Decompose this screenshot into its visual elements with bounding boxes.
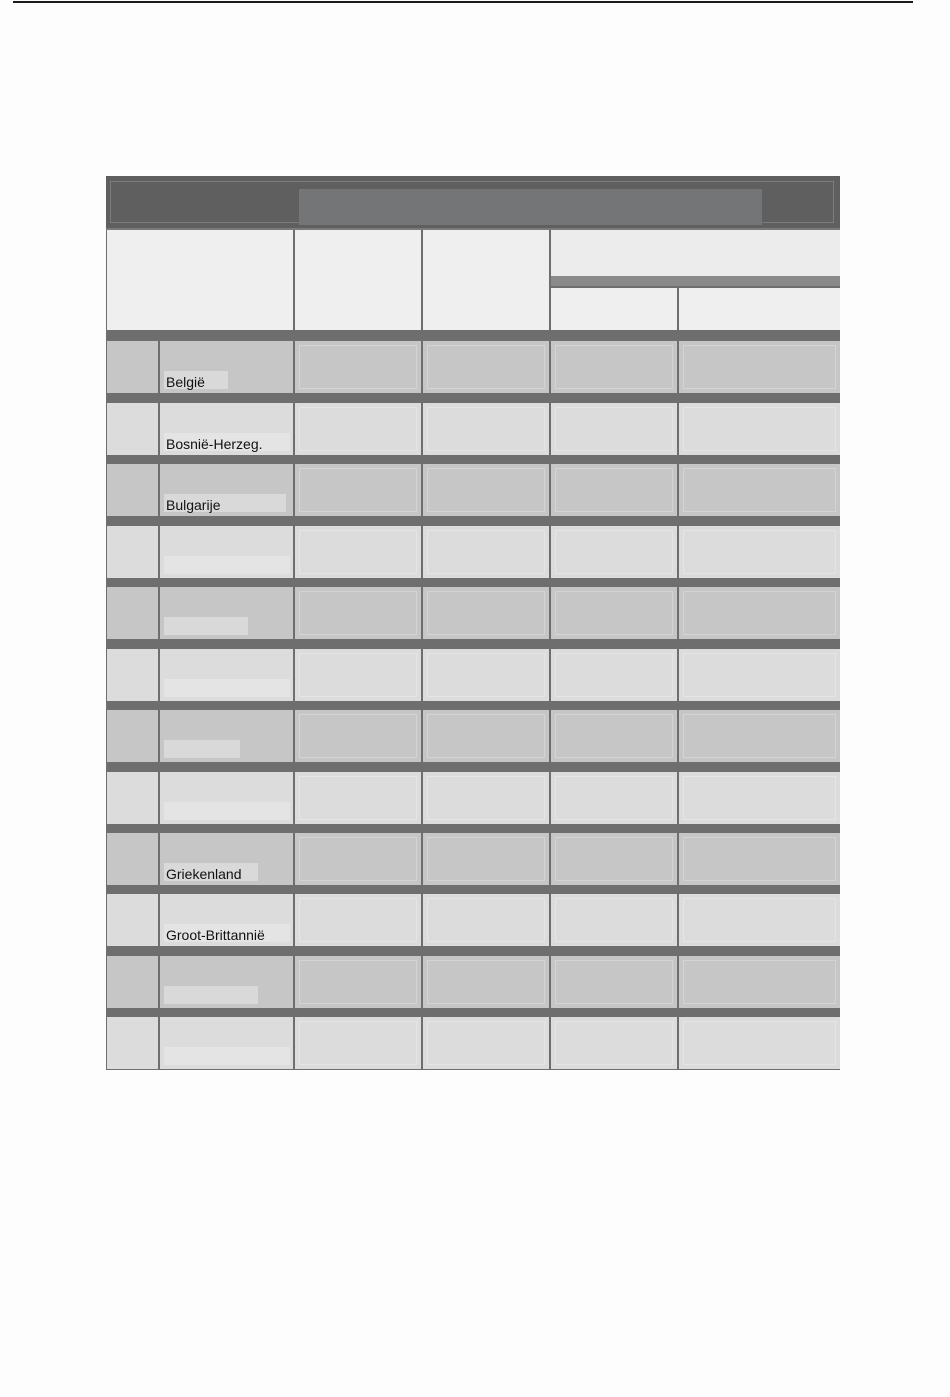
data-cell	[295, 587, 421, 639]
data-cell-inset	[427, 407, 545, 451]
data-cell	[551, 587, 677, 639]
country-cell	[160, 649, 293, 701]
data-cell	[295, 403, 421, 455]
header-col-1	[295, 230, 421, 330]
table-title-band	[106, 176, 840, 230]
data-cell-inset	[555, 1021, 673, 1065]
data-cell-inset	[299, 837, 417, 881]
row-index-cell	[107, 341, 158, 393]
data-cell	[679, 710, 840, 762]
row-index-cell	[107, 526, 158, 578]
data-cell-inset	[299, 345, 417, 389]
country-cell	[160, 710, 293, 762]
data-cell-inset	[555, 468, 673, 512]
data-cell-inset	[427, 898, 545, 942]
data-cell-inset	[299, 468, 417, 512]
data-cell	[295, 464, 421, 516]
country-name: Bulgarije	[166, 497, 221, 513]
data-cell-inset	[299, 776, 417, 820]
data-cell	[679, 833, 840, 885]
data-cell-inset	[555, 345, 673, 389]
data-cell	[423, 526, 549, 578]
data-cell-inset	[683, 345, 836, 389]
data-cell-inset	[427, 960, 545, 1004]
country-cell	[160, 464, 293, 516]
data-cell	[551, 403, 677, 455]
label-highlight	[164, 740, 240, 758]
data-cell	[295, 341, 421, 393]
data-cell	[423, 403, 549, 455]
data-cell-inset	[427, 714, 545, 758]
data-cell-inset	[683, 653, 836, 697]
data-cell-inset	[299, 1021, 417, 1065]
data-cell-inset	[683, 591, 836, 635]
data-cell	[551, 341, 677, 393]
data-cell	[423, 587, 549, 639]
country-cell	[160, 587, 293, 639]
header-group-rule	[551, 276, 840, 286]
table-title-block	[299, 189, 762, 225]
data-cell-inset	[427, 468, 545, 512]
data-cell-inset	[299, 960, 417, 1004]
data-cell-inset	[683, 837, 836, 881]
data-cell-inset	[555, 714, 673, 758]
row-index-cell	[107, 956, 158, 1008]
data-cell	[679, 526, 840, 578]
data-cell	[551, 649, 677, 701]
data-cell	[295, 833, 421, 885]
country-cell	[160, 894, 293, 946]
data-cell	[295, 649, 421, 701]
data-cell-inset	[427, 1021, 545, 1065]
data-cell-inset	[427, 591, 545, 635]
data-cell-inset	[427, 653, 545, 697]
data-cell	[423, 710, 549, 762]
data-cell	[679, 403, 840, 455]
data-cell	[423, 956, 549, 1008]
data-cell	[551, 894, 677, 946]
row-index-cell	[107, 772, 158, 824]
data-cell	[679, 341, 840, 393]
data-cell-inset	[299, 591, 417, 635]
country-cell	[160, 772, 293, 824]
data-cell-inset	[427, 776, 545, 820]
data-cell-inset	[555, 898, 673, 942]
data-cell-inset	[299, 530, 417, 574]
label-highlight	[164, 617, 248, 635]
data-cell-inset	[683, 898, 836, 942]
country-cell	[160, 956, 293, 1008]
data-cell-inset	[683, 1021, 836, 1065]
label-highlight	[164, 679, 290, 697]
country-table	[106, 176, 840, 1070]
country-cell	[160, 833, 293, 885]
data-cell	[679, 772, 840, 824]
data-cell	[679, 587, 840, 639]
header-subcol-1	[551, 288, 677, 330]
row-index-cell	[107, 587, 158, 639]
data-cell-inset	[299, 714, 417, 758]
data-cell-inset	[299, 407, 417, 451]
country-name: Griekenland	[166, 866, 242, 882]
data-cell-inset	[299, 898, 417, 942]
header-subcol-2	[679, 288, 840, 330]
label-highlight	[164, 802, 290, 820]
country-cell	[160, 526, 293, 578]
header-group	[551, 230, 840, 276]
data-cell-inset	[555, 960, 673, 1004]
data-cell	[551, 772, 677, 824]
data-cell	[423, 772, 549, 824]
data-cell	[679, 894, 840, 946]
header-col-2	[423, 230, 549, 330]
data-cell	[551, 464, 677, 516]
data-cell	[423, 833, 549, 885]
data-cell-inset	[555, 653, 673, 697]
data-cell-inset	[683, 407, 836, 451]
data-cell-inset	[555, 837, 673, 881]
data-cell	[679, 464, 840, 516]
top-rule	[13, 1, 913, 3]
data-cell	[679, 1017, 840, 1069]
data-cell	[551, 526, 677, 578]
row-index-cell	[107, 710, 158, 762]
data-cell	[295, 710, 421, 762]
data-cell-inset	[427, 530, 545, 574]
label-highlight	[164, 556, 290, 574]
row-index-cell	[107, 464, 158, 516]
data-cell-inset	[683, 468, 836, 512]
country-name: Groot-Brittannië	[166, 927, 265, 943]
label-highlight	[164, 986, 258, 1004]
label-highlight	[164, 1047, 290, 1065]
data-cell-inset	[555, 776, 673, 820]
country-cell	[160, 1017, 293, 1069]
data-cell	[679, 956, 840, 1008]
country-name: Bosnië-Herzeg.	[166, 436, 263, 452]
row-index-cell	[107, 649, 158, 701]
data-cell	[295, 956, 421, 1008]
country-cell	[160, 403, 293, 455]
data-cell	[551, 956, 677, 1008]
row-index-cell	[107, 894, 158, 946]
country-name: België	[166, 374, 205, 390]
row-index-cell	[107, 1017, 158, 1069]
data-cell-inset	[683, 960, 836, 1004]
data-cell	[295, 1017, 421, 1069]
data-cell	[423, 1017, 549, 1069]
data-cell-inset	[427, 345, 545, 389]
data-cell	[295, 526, 421, 578]
data-cell	[551, 710, 677, 762]
data-cell-inset	[683, 714, 836, 758]
data-cell-inset	[299, 653, 417, 697]
data-cell	[295, 772, 421, 824]
data-cell-inset	[555, 591, 673, 635]
header-country	[107, 230, 293, 330]
data-cell-inset	[555, 407, 673, 451]
country-cell	[160, 341, 293, 393]
row-index-cell	[107, 403, 158, 455]
row-index-cell	[107, 833, 158, 885]
data-cell-inset	[683, 530, 836, 574]
data-cell	[295, 894, 421, 946]
data-cell	[423, 649, 549, 701]
data-cell-inset	[683, 776, 836, 820]
data-cell	[551, 1017, 677, 1069]
data-cell-inset	[427, 837, 545, 881]
data-cell	[551, 833, 677, 885]
data-cell	[423, 894, 549, 946]
data-cell	[423, 464, 549, 516]
data-cell	[423, 341, 549, 393]
data-cell-inset	[555, 530, 673, 574]
data-cell	[679, 649, 840, 701]
